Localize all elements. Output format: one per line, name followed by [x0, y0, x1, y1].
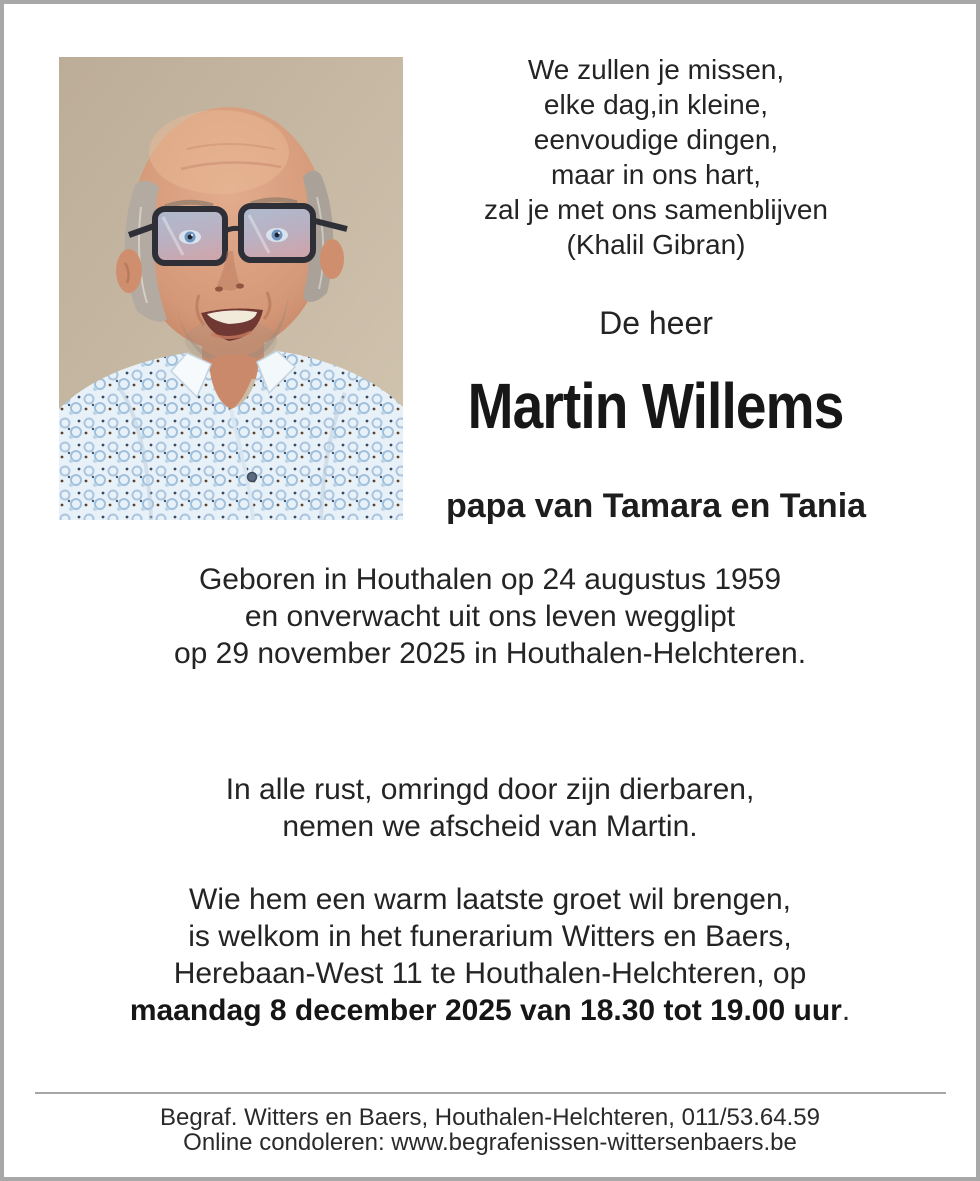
farewell-line: nemen we afscheid van Martin.: [282, 810, 698, 843]
poem-line: eenvoudige dingen,: [533, 124, 779, 155]
farewell-line: In alle rust, omringd door zijn dierbaren,: [225, 773, 755, 806]
visitation-datetime-period: .: [841, 994, 851, 1027]
visitation-datetime-line: [4, 992, 976, 1029]
online-condolence-info: Online condoleren: www.begrafenissen-wittersenbaers.be: [183, 1129, 797, 1156]
footer-divider: [35, 1092, 946, 1094]
poem-line: zal je met ons samenblijven: [484, 194, 828, 225]
birth-line: en onverwacht uit ons leven wegglipt: [244, 600, 736, 633]
portrait-photo-image: [59, 57, 403, 520]
salutation: De heer: [599, 305, 713, 341]
poem-line: maar in ons hart,: [550, 159, 762, 190]
farewell-block: [4, 771, 976, 845]
portrait-photo: [59, 57, 403, 520]
footer: [4, 1105, 976, 1155]
funeral-home-info: Begraf. Witters en Baers, Houthalen-Helchteren, 011/53.64.59: [160, 1104, 820, 1131]
birth-line: Geboren in Houthalen op 24 augustus 1959: [198, 563, 782, 596]
deceased-name-text: Martin Willems: [468, 370, 844, 442]
relation-line: papa van Tamara en Tania: [445, 487, 867, 525]
deceased-name: [400, 371, 912, 441]
poem-attribution: (Khalil Gibran): [566, 229, 746, 260]
visitation-line: Herebaan-West 11 te Houthalen-Helchteren, op: [173, 957, 807, 990]
birth-line: op 29 november 2025 in Houthalen-Helchteren.: [173, 637, 807, 670]
poem-line: We zullen je missen,: [527, 54, 785, 85]
visitation-datetime: maandag 8 december 2025 van 18.30 tot 19.00 uur: [129, 994, 842, 1027]
poem-line: elke dag,in kleine,: [543, 89, 769, 120]
visitation-block: [4, 881, 976, 1029]
poem: [400, 52, 912, 262]
visitation-line: is welkom in het funerarium Witters en Baers,: [188, 920, 792, 953]
birth-death-block: [4, 561, 976, 672]
visitation-line: Wie hem een warm laatste groet wil brengen,: [189, 883, 791, 916]
